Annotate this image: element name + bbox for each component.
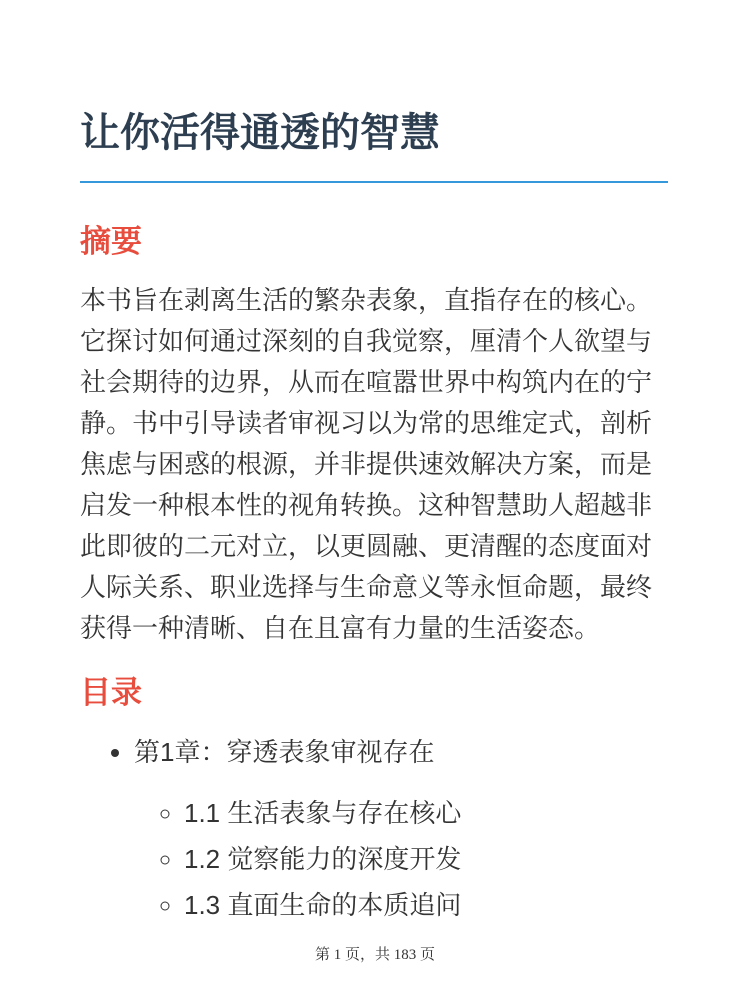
toc-section-list [134, 790, 668, 928]
toc-chapter-item [134, 732, 668, 928]
toc-chapter-label: 第1章：穿透表象审视存在 [134, 737, 435, 768]
toc-list [80, 732, 668, 928]
toc-section-item: ◦ 1.3 直面生命的本质追问 [184, 882, 668, 928]
abstract-heading: 摘要 [80, 224, 142, 259]
page-title: 让你活得通透的智慧 [80, 111, 440, 155]
abstract-paragraph: 本书旨在剥离生活的繁杂表象，直指存在的核心。它探讨如何通过深刻的自我觉察，厘清个人欲望与社会期待的边界，从而在喧嚣世界中构筑内在的宁静。书中引导读者审视习以为常的思维定式，剖析焦虑与困惑的根源，并非提供速效解决方案，而是启发一种根本性的视角转换。这种智慧助人超越非此即彼的二元对立，以更圆融、更清醒的态度面对人际关系、职业选择与生命意义等永恒命题，最终获得一种清晰、自在且富有力量的生活姿态。 [80, 285, 653, 644]
toc-section-item: ◦ 1.1 生活表象与存在核心 [184, 790, 668, 836]
toc-section-item: ◦ 1.2 觉察能力的深度开发 [184, 836, 668, 882]
title-underline [80, 181, 668, 183]
page-footer: 第 1 页，共 183 页 [314, 947, 435, 963]
document-content [0, 109, 750, 928]
toc-heading: 目录 [80, 675, 142, 711]
